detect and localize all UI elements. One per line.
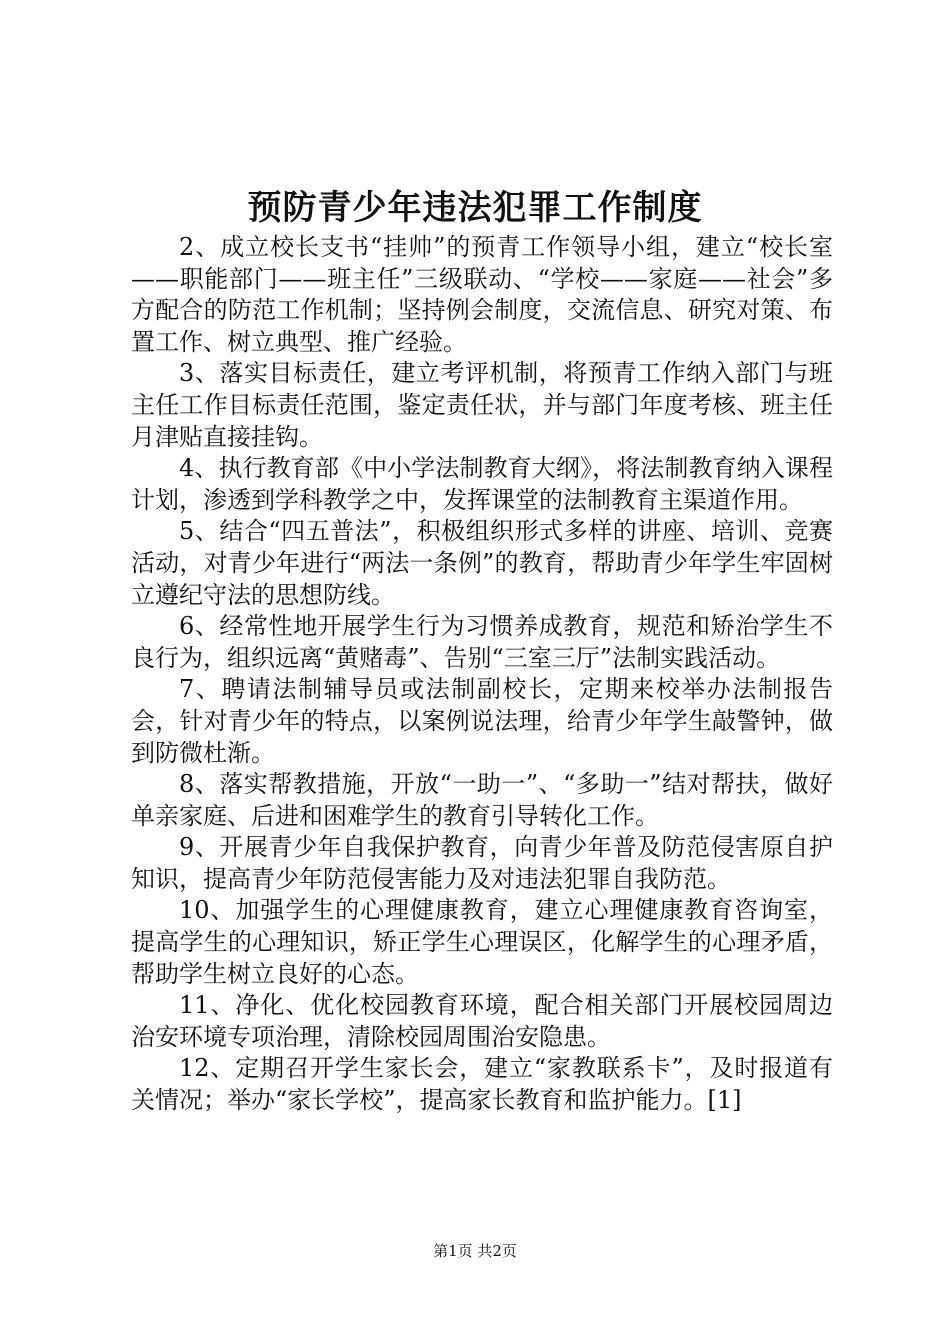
paragraph-3: 3、落实目标责任，建立考评机制，将预青工作纳入部门与班主任工作目标责任范围，鉴定责任状，并与部门年度考核、班主任月津贴直接挂钩。 (131, 359, 833, 451)
paragraph-11: 11、净化、优化校园教育环境，配合相关部门开展校园周边治安环境专项治理，清除校园周围治安隐患。 (131, 991, 833, 1051)
page-footer: 第1页 共2页 (433, 1242, 517, 1260)
paragraph-4: 4、执行教育部《中小学法制教育大纲》，将法制教育纳入课程计划，渗透到学科教学之中，发挥课堂的法制教育主渠道作用。 (131, 454, 833, 514)
paragraph-2: 2、成立校长支书“挂帅”的预青工作领导小组，建立“校长室——职能部门——班主任”三级联动、“学校——家庭——社会”多方配合的防范工作机制；坚持例会制度，交流信息、研究对策、布置工作、树立典型、推广经验。 (131, 233, 833, 356)
paragraph-10: 10、加强学生的心理健康教育，建立心理健康教育咨询室，提高学生的心理知识，矫正学生心理误区，化解学生的心理矛盾，帮助学生树立良好的心态。 (131, 896, 833, 988)
paragraph-7: 7、聘请法制辅导员或法制副校长，定期来校举办法制报告会，针对青少年的特点，以案例说法理，给青少年学生敲警钟，做到防微杜渐。 (131, 675, 833, 767)
paragraph-9: 9、开展青少年自我保护教育，向青少年普及防范侵害原自护知识，提高青少年防范侵害能力及对违法犯罪自我防范。 (131, 833, 833, 893)
paragraph-12: 12、定期召开学生家长会，建立“家教联系卡”，及时报道有关情况；举办“家长学校”，提高家长教育和监护能力。[1] (131, 1054, 833, 1115)
paragraph-5: 5、结合“四五普法”，积极组织形式多样的讲座、培训、竞赛活动，对青少年进行“两法一条例”的教育，帮助青少年学生牢固树立遵纪守法的思想防线。 (131, 517, 833, 609)
paragraph-8: 8、落实帮教措施，开放“一助一”、“多助一”结对帮扶，做好单亲家庭、后进和困难学生的教育引导转化工作。 (131, 770, 833, 830)
document-body (131, 232, 833, 1117)
document-title: 预防青少年违法犯罪工作制度 (247, 188, 703, 228)
paragraph-6: 6、经常性地开展学生行为习惯养成教育，规范和矫治学生不良行为，组织远离“黄赌毒”、告别“三室三厅”法制实践活动。 (131, 612, 833, 672)
